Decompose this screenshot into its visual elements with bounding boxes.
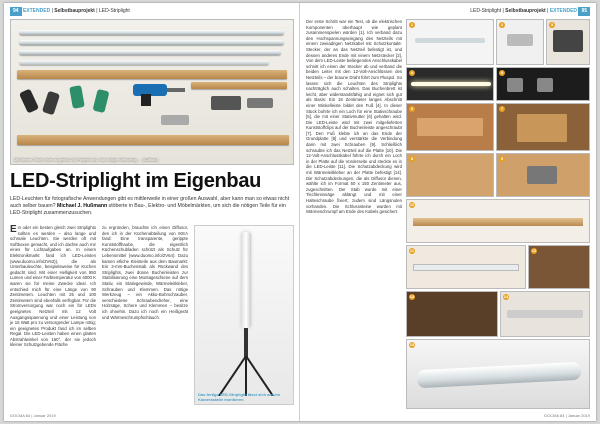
step-photo-3 xyxy=(546,19,590,65)
step-photo-11 xyxy=(406,245,526,289)
power-supply xyxy=(211,96,241,110)
clamp xyxy=(93,89,110,113)
article-title: LED-Striplight im Eigenbau xyxy=(10,170,262,192)
hero-caption: Mit diesen Teilen (hier ist gleich 2x) Projekt aus: das nötige Werkzeug ... (Aufbau) xyxy=(14,157,158,162)
page-number: 95 xyxy=(578,7,590,16)
step-badge: 8 xyxy=(410,156,414,161)
body-column-1: Ein oder ein besten gleich zwei Striplights sollten es werden – also lange und schmale Leuchten. Sie werden oft mit Softboxen gemacht, und ich dachte auch mir eines für Lichtaufgaben an. In einem Elektronikmarkt fand ich LED-Leisten (www.duomo.info/2V63)), die als Unterbauleuchte, beispielsweise für Küchen gedacht sind. Mit einer Helligkeit von 950 Lumen und einer Farbtemperatur von 4000 K waren sie für meine Zwecke ideal. Ich entschied mich für eine Länge von 90 Zentimetern. Leuchten mit 25 und 100 Zentimetern sind ebenfalls verfügbar. Für die Stromversorgung war noch ein für LEDs geeignetes Netzteil mit 12 Volt Ausgangsspannung und einer Leistung von je 15 Watt pro zu versorgender Lampe nötig; ein geeignetes Produkt fand ich im selben Regal. Die LED-Leisten haben einen glatten Abstrahlwinkel von 160°, der sie jedoch kleiner Schutzgebende Fläche xyxy=(10,225,96,348)
hero-photo-parts xyxy=(10,19,294,165)
section-label: EXTENDED xyxy=(22,8,51,14)
led-tube xyxy=(19,50,281,55)
clamp xyxy=(42,91,60,116)
section-label: EXTENDED xyxy=(549,8,578,14)
page-header-right: LED-Striplight | Selbstbauprojekt | EXTENDED 95 xyxy=(470,7,590,16)
step-photo-15 xyxy=(406,339,590,409)
step-badge: 6 xyxy=(410,106,414,111)
author-name: Michael J. Hußmann xyxy=(57,203,108,209)
step-photo-2 xyxy=(496,19,544,65)
page-footer-left: DOCMA 84 | Januar 2019 xyxy=(10,413,56,418)
step-photo-14 xyxy=(500,291,590,337)
step-photo-6 xyxy=(406,103,494,151)
step-badge: 3 xyxy=(550,22,554,27)
dropcap: E xyxy=(10,225,17,235)
step-photo-7 xyxy=(496,103,590,151)
topic-label: LED-Striplight xyxy=(470,8,502,14)
step-badge: 15 xyxy=(409,342,415,347)
step-badge: 5 xyxy=(500,70,504,75)
step-badge: 11 xyxy=(409,248,415,253)
page-number: 94 xyxy=(10,7,22,16)
step-badge: 7 xyxy=(500,106,504,111)
clamp xyxy=(69,85,85,109)
step-badge: 10 xyxy=(409,202,415,207)
step-photo-9 xyxy=(496,153,590,197)
step-badge: 9 xyxy=(500,156,504,161)
step-photo-12 xyxy=(528,245,590,289)
subsection-label: Selbstbauprojekt xyxy=(54,8,95,14)
lead-paragraph: LED-Leuchten für fotografische Anwendungen gibt es mittlerweile in einer großen Auswahl, aber kann man so etwas nicht auch selber bauen? Michael J. Hußmann stöberte in Bau-, Elektro- und Möbelmärkten, um sich die nötigen Teile für ein LED-Striplight zusammenzusuchen. xyxy=(10,196,290,216)
left-page xyxy=(4,3,300,421)
page-footer-right: DOCMA 84 | Januar 2019 xyxy=(544,413,590,418)
step-badge: 1 xyxy=(410,22,414,27)
step-photo-5 xyxy=(496,67,590,101)
step-photo-10 xyxy=(406,199,590,243)
drill-icon xyxy=(129,80,189,106)
step-badge: 4 xyxy=(410,70,414,75)
led-tube xyxy=(19,40,284,45)
led-tube xyxy=(19,30,284,35)
step-photo-8 xyxy=(406,153,494,197)
striplight xyxy=(241,232,251,328)
step-photo-4 xyxy=(406,67,494,101)
body-column-2: zu ergründen, brauchte ich einen Diffusor, den ich in der Küchenabteilung von IKEA fand: Eine transparente, gerippte Kunststoffhaube, die eigentlich Küchenschubladen schützt als Schutz für Lebensmittel (www.duomo.info/2V64). Dazu kamen etliche Kleinteile aus dem Baumarkt: Ein 3-mm-Buchenstab als Rückwand des Striplights, zwei dünne Buchenleisten zur Stabilisierung eine Montageschiene auf dem Stativ, ein Stativgewinde, Wärmeleitkleber, Schrauben und Klemmen. Das nötige Werkzeug – ein Akku-Bohrschrauber, verschiedene Schraubendreher, eine Holzsäge, Schere und Klemmen – besitze ich ohnehin. Dazu ich noch ein Heißgerät und Wärmeschrumpfschlauch. xyxy=(102,225,188,320)
step-photo-13 xyxy=(406,291,498,337)
step-badge: 12 xyxy=(531,248,537,253)
tripod-icon xyxy=(215,356,277,396)
clamp xyxy=(19,88,39,113)
topic-label: LED-Striplight xyxy=(98,8,130,14)
diffuser-tube xyxy=(19,60,269,65)
step-photo-1 xyxy=(406,19,494,65)
page-header-left: 94 EXTENDED | Selbstbauprojekt | LED-Striplight xyxy=(10,7,130,16)
tape-roll xyxy=(161,115,189,125)
tripod-column xyxy=(244,328,248,358)
step-badge: 13 xyxy=(409,294,415,299)
step-badge: 2 xyxy=(500,22,504,27)
step-badge: 14 xyxy=(503,294,509,299)
subsection-label: Selbstbauprojekt xyxy=(505,8,546,14)
wood-plank xyxy=(17,70,287,79)
lamp-caption: Das fertige LED-Striplight lässt sich auf ein Kamerastativ montieren xyxy=(198,392,281,402)
adapter xyxy=(247,98,273,108)
wood-strip xyxy=(191,82,287,89)
lamp-photo xyxy=(194,225,294,405)
magazine-spread xyxy=(4,3,596,421)
right-body-column: Der erste Schritt war ein Test, ob die elektrischen Komponenten überhaupt wie geplant zusammenspielen würden [1]. Ich verband dazu den Hochspannungseingang des Netzteils mit einem zweiadrigen Netzkabel mit Schutzkontakt-Stecker, der an das Netzteil befestigt ist, und dessen anderes Ende mit einem Netzstecker [2]. Von dem LED-Leiste beiliegenden Anschlusskabel schnitt ich einen der Stecker ab und verband die beiden Leiter mit den 12-Volt-Anschlüssen des Netzteils – der braune Draht führt zum Pluspol. So lassen sich die Leuchten des Striplights nachträglich auch schalten. Das Buchenbrett ist leicht, aber widerstandsfähig und eignet sich gut als Basis: Ein 18 Zentimeter langes Abschnitt einer Winkelleiste bildet den Fuß [4]. In dieser Stück bohrte ich ein Loch für eine Stativschraube [5], die mit einer Stativmutter [6] gehalten wird. Die LED-Leiste wird mit zwei mitgelieferten Kunststoffclips auf der Buchenleiste angeschraubt [7]. Den Fuß klebte ich an das Ende der Grundplatte [8] und verstärkte die Verbindung dann mit zwei Schrauben [9]. Schließlich schraubte ich das Netzteil auf die Platte [10]. Die 12-Volt-Anschlusskabel führte ich durch ein Loch in der Platte auf die Vorderseite und steckte es in die LED-Leiste [11]. Die Schutzabdeckung wird mit Wärmeleitkleber an der Platte befestigt [14]. Die Schutzabdeckungen, die als Diffusor dienen, wählte ich im Format 50 x 150 Zentimeter aus, zugeschnitten. Der Stab wurde mit einer Tischkreissäge ablängt und mit einer Halteschraube fixiert; zudem sind Längsnuten vorhanden. Die Schlusssteine wurden mit Wärmeschrumpf am Ende des Kabels gesichert. xyxy=(306,19,402,215)
right-page xyxy=(300,3,596,421)
wood-board xyxy=(17,135,289,145)
